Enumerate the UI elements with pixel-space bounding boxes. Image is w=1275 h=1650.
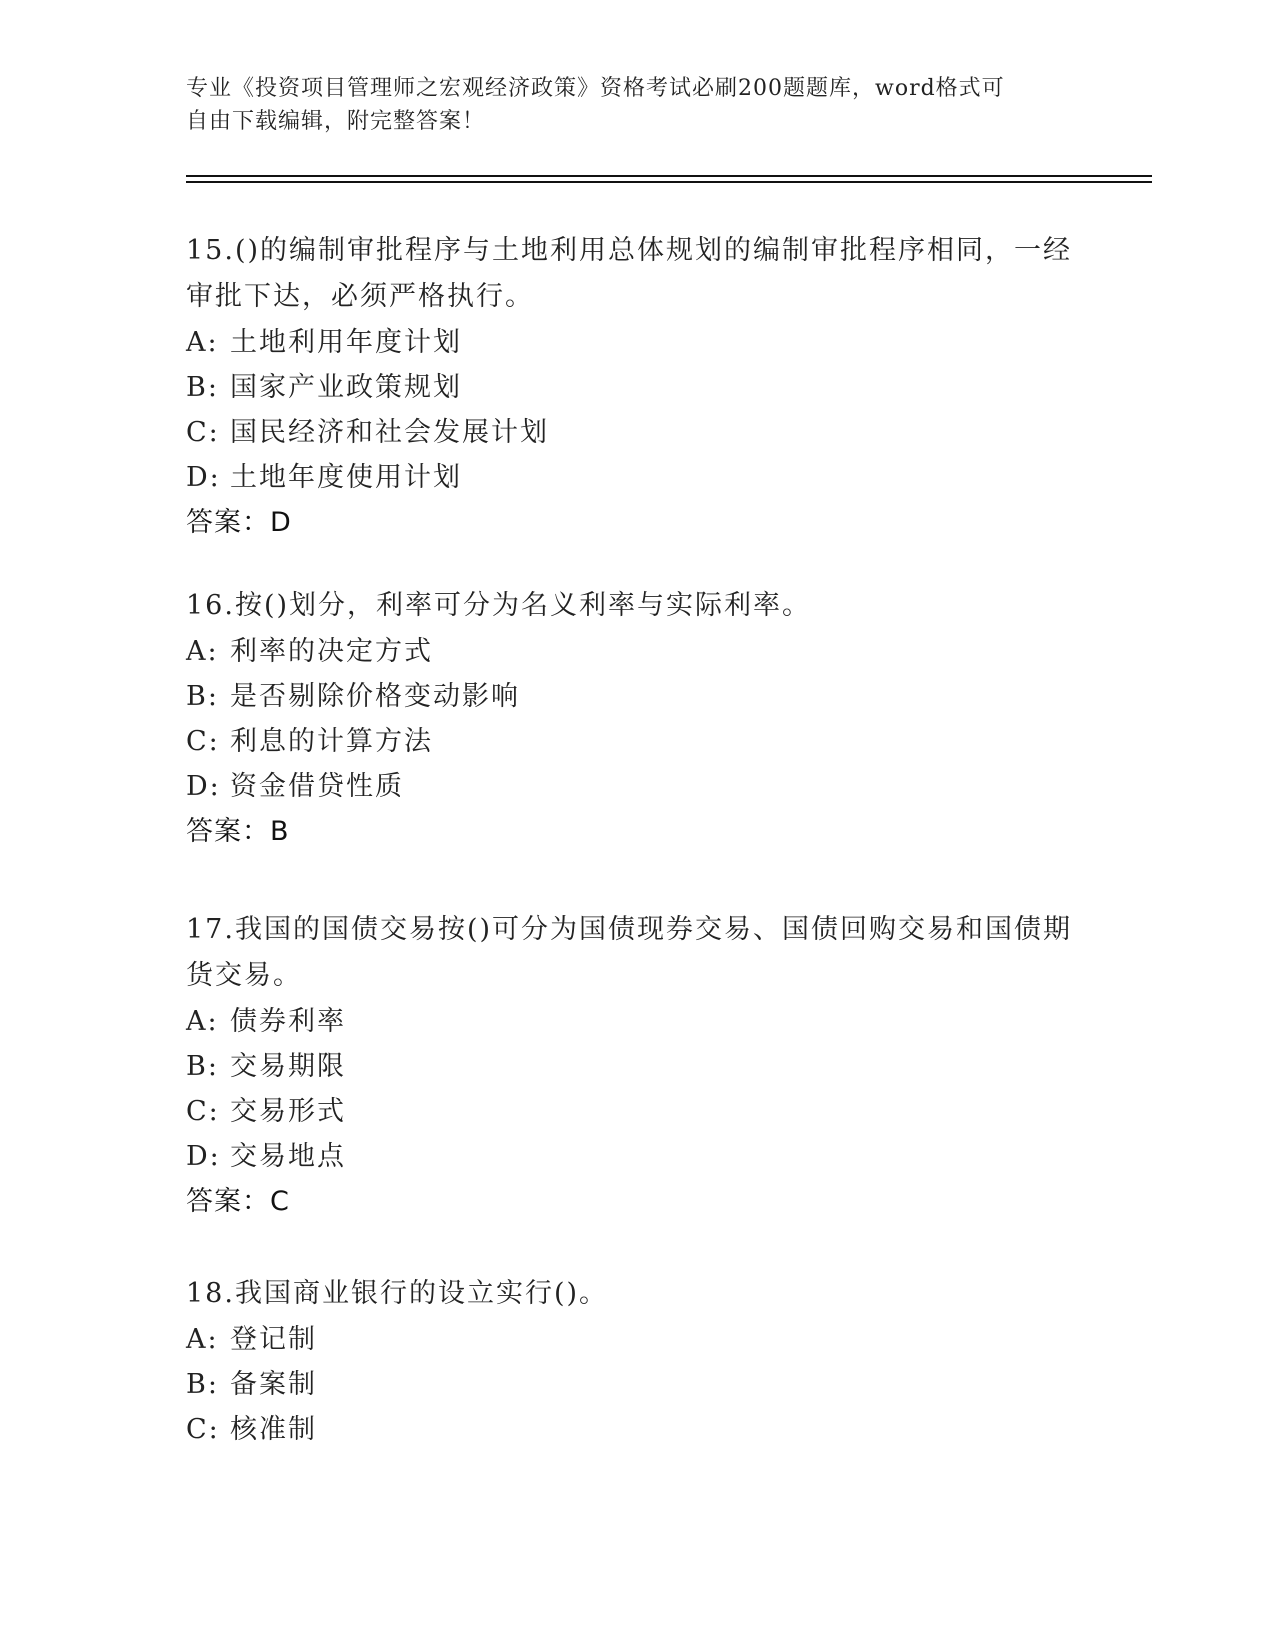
option-letter: A: — [186, 1324, 219, 1355]
option-text: 国民经济和社会发展计划 — [230, 417, 549, 448]
option-a — [186, 1317, 1086, 1362]
header-line-1: 专业《投资项目管理师之宏观经济政策》资格考试必刷200题题库，word格式可 — [186, 76, 1005, 101]
option-text: 利息的计算方法 — [230, 726, 433, 757]
option-letter: D: — [186, 1141, 221, 1172]
question-15 — [186, 228, 1086, 546]
option-letter: C: — [186, 726, 220, 757]
option-letter: B: — [186, 372, 219, 403]
option-text: 备案制 — [230, 1369, 317, 1400]
option-b — [186, 1044, 1086, 1089]
option-text: 交易地点 — [230, 1141, 346, 1172]
header-line-2: 自由下载编辑，附完整答案！ — [186, 109, 486, 134]
option-c — [186, 1089, 1086, 1134]
option-text: 资金借贷性质 — [230, 771, 404, 802]
option-b — [186, 365, 1086, 410]
option-text: 国家产业政策规划 — [230, 372, 462, 403]
option-c — [186, 1407, 1086, 1452]
option-text: 是否剔除价格变动影响 — [230, 681, 520, 712]
option-c — [186, 719, 1086, 764]
option-a — [186, 629, 1086, 674]
question-stem: 16.按()划分，利率可分为名义利率与实际利率。 — [186, 590, 812, 621]
option-d — [186, 1134, 1086, 1179]
question-18 — [186, 1271, 1086, 1452]
question-17 — [186, 907, 1086, 1225]
option-b — [186, 674, 1086, 719]
option-letter: B: — [186, 1369, 219, 1400]
option-letter: D: — [186, 771, 221, 802]
option-letter: C: — [186, 1414, 220, 1445]
question-stem: 15.()的编制审批程序与土地利用总体规划的编制审批程序相同，一经审批下达，必须严格执行。 — [186, 235, 1073, 312]
option-c — [186, 410, 1086, 455]
option-letter: D: — [186, 462, 221, 493]
option-letter: C: — [186, 1096, 220, 1127]
option-letter: C: — [186, 417, 220, 448]
option-text: 利率的决定方式 — [230, 636, 433, 667]
option-letter: A: — [186, 327, 219, 358]
option-letter: B: — [186, 1051, 219, 1082]
header-divider-bottom — [186, 181, 1152, 183]
option-text: 核准制 — [230, 1414, 317, 1445]
option-d — [186, 764, 1086, 809]
option-text: 交易形式 — [230, 1096, 346, 1127]
option-b — [186, 1362, 1086, 1407]
document-header — [186, 72, 1066, 138]
question-stem: 17.我国的国债交易按()可分为国债现券交易、国债回购交易和国债期货交易。 — [186, 914, 1073, 991]
option-text: 土地利用年度计划 — [230, 327, 462, 358]
answer-label: 答案：B — [186, 816, 290, 847]
option-letter: A: — [186, 1006, 219, 1037]
header-divider-top — [186, 175, 1152, 177]
question-16 — [186, 583, 1086, 855]
question-stem: 18.我国商业银行的设立实行()。 — [186, 1278, 609, 1309]
option-letter: B: — [186, 681, 219, 712]
option-a — [186, 999, 1086, 1044]
answer-label: 答案：C — [186, 1186, 290, 1217]
option-text: 债券利率 — [230, 1006, 346, 1037]
answer-label: 答案：D — [186, 507, 292, 538]
option-text: 土地年度使用计划 — [230, 462, 462, 493]
option-letter: A: — [186, 636, 219, 667]
option-a — [186, 320, 1086, 365]
option-text: 登记制 — [230, 1324, 317, 1355]
option-d — [186, 455, 1086, 500]
option-text: 交易期限 — [230, 1051, 346, 1082]
